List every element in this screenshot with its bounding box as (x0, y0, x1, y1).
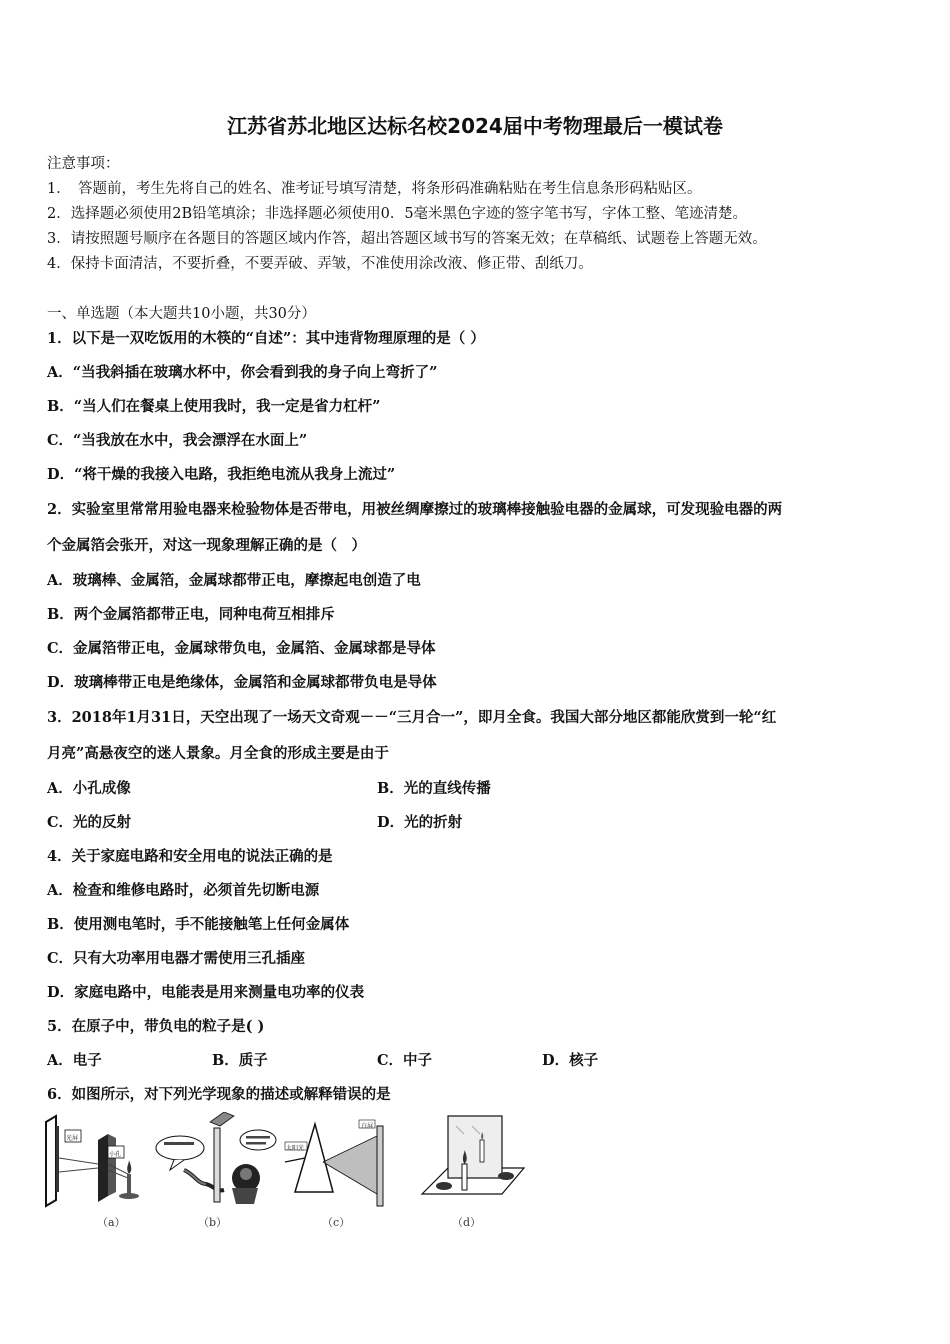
fig-caption-b: （b） (198, 1216, 228, 1229)
q1-option-b: B．“当人们在餐桌上使用我时，我一定是省力杠杆” (47, 398, 381, 415)
figure-c-prism (283, 1112, 393, 1210)
notice-item: 3．请按照题号顺序在各题目的答题区域内作答，超出答题区域书写的答案无效；在草稿纸、试题卷上答题无效。 (47, 231, 767, 247)
q4-option-d: D．家庭电路中，电能表是用来测量电功率的仪表 (47, 984, 365, 1001)
fig-a-label-screen: 光屏 (66, 1135, 79, 1142)
q5-option-a: A．电子 (47, 1052, 102, 1069)
notice-item: 2．选择题必须使用2B铅笔填涂；非选择题必须使用0．5毫米黑色字迹的签字笔书写，字体工整、笔迹清楚。 (47, 206, 748, 222)
q1-option-d: D．“将干燥的我接入电路，我拒绝电流从我身上流过” (47, 466, 396, 483)
q2-option-c: C．金属箔带正电，金属球带负电，金属箔、金属球都是导体 (47, 640, 436, 657)
q4-option-b: B．使用测电笔时，手不能接触笔上任何金属体 (47, 916, 350, 933)
question-6-stem: 6．如图所示，对下列光学现象的描述或解释错误的是 (47, 1086, 391, 1103)
question-4-stem: 4．关于家庭电路和安全用电的说法正确的是 (47, 848, 333, 865)
fig-caption-c: （c） (322, 1216, 351, 1229)
question-1-stem: 1．以下是一双吃饭用的木筷的“自述”：其中违背物理原理的是（ ） (47, 330, 485, 347)
figure-b-reflection (154, 1112, 278, 1210)
q2-option-d: D．玻璃棒带正电是绝缘体，金属箔和金属球都带负电是导体 (47, 674, 437, 691)
q3-option-d: D．光的折射 (377, 814, 463, 831)
fig-caption-a: （a） (97, 1216, 126, 1229)
q3-option-a: A．小孔成像 (47, 780, 131, 797)
q2-option-a: A．玻璃棒、金属箔，金属球都带正电，摩擦起电创造了电 (47, 572, 421, 589)
page-title: 江苏省苏北地区达标名校2024届中考物理最后一模试卷 (227, 114, 723, 138)
fig-c-label-white-screen: 白屏 (361, 1123, 374, 1130)
q5-option-c: C．中子 (377, 1052, 433, 1069)
q3-option-b: B．光的直线传播 (377, 780, 491, 797)
fig-caption-d: （d） (452, 1216, 482, 1229)
section-heading: 一、单选题（本大题共10小题，共30分） (47, 306, 316, 322)
q1-option-c: C．“当我放在水中，我会漂浮在水面上” (47, 432, 308, 449)
q4-option-a: A．检查和维修电路时，必须首先切断电源 (47, 882, 320, 899)
fig-a-label-pinhole: 小孔 (109, 1151, 122, 1158)
q5-option-d: D．核子 (542, 1052, 599, 1069)
q5-option-b: B．质子 (212, 1052, 268, 1069)
question-3-stem-cont: 月亮”高悬夜空的迷人景象。月全食的形成主要是由于 (47, 745, 389, 762)
q4-option-c: C．只有大功率用电器才需使用三孔插座 (47, 950, 306, 967)
notice-item: 4．保持卡面清洁，不要折叠，不要弄破、弄皱，不准使用涂改液、修正带、刮纸刀。 (47, 256, 593, 272)
figure-a-pinhole (42, 1112, 152, 1210)
q2-option-b: B．两个金属箔都带正电，同种电荷互相排斥 (47, 606, 335, 623)
fig-c-label-sunlight: 太阳光 (286, 1145, 305, 1152)
q1-option-a: A．“当我斜插在玻璃水杯中，你会看到我的身子向上弯折了” (47, 364, 438, 381)
question-2-stem-cont: 个金属箔会张开，对这一现象理解正确的是（ ） (47, 537, 366, 554)
notice-item: 1． 答题前，考生先将自己的姓名、准考证号填写清楚，将条形码准确粘贴在考生信息条形码粘贴区。 (47, 181, 702, 197)
figure-d-plane-mirror (420, 1112, 530, 1210)
question-5-stem: 5．在原子中，带负电的粒子是( ) (47, 1018, 265, 1035)
notice-heading: 注意事项： (47, 156, 120, 172)
question-2-stem: 2．实验室里常常用验电器来检验物体是否带电，用被丝绸摩擦过的玻璃棒接触验电器的金属球，可发现验电器的两 (47, 501, 783, 518)
question-3-stem: 3．2018年1月31日，天空出现了一场天文奇观－－“三月合一”，即月全食。我国大部分地区都能欣赏到一轮“红 (47, 709, 777, 726)
q3-option-c: C．光的反射 (47, 814, 132, 831)
